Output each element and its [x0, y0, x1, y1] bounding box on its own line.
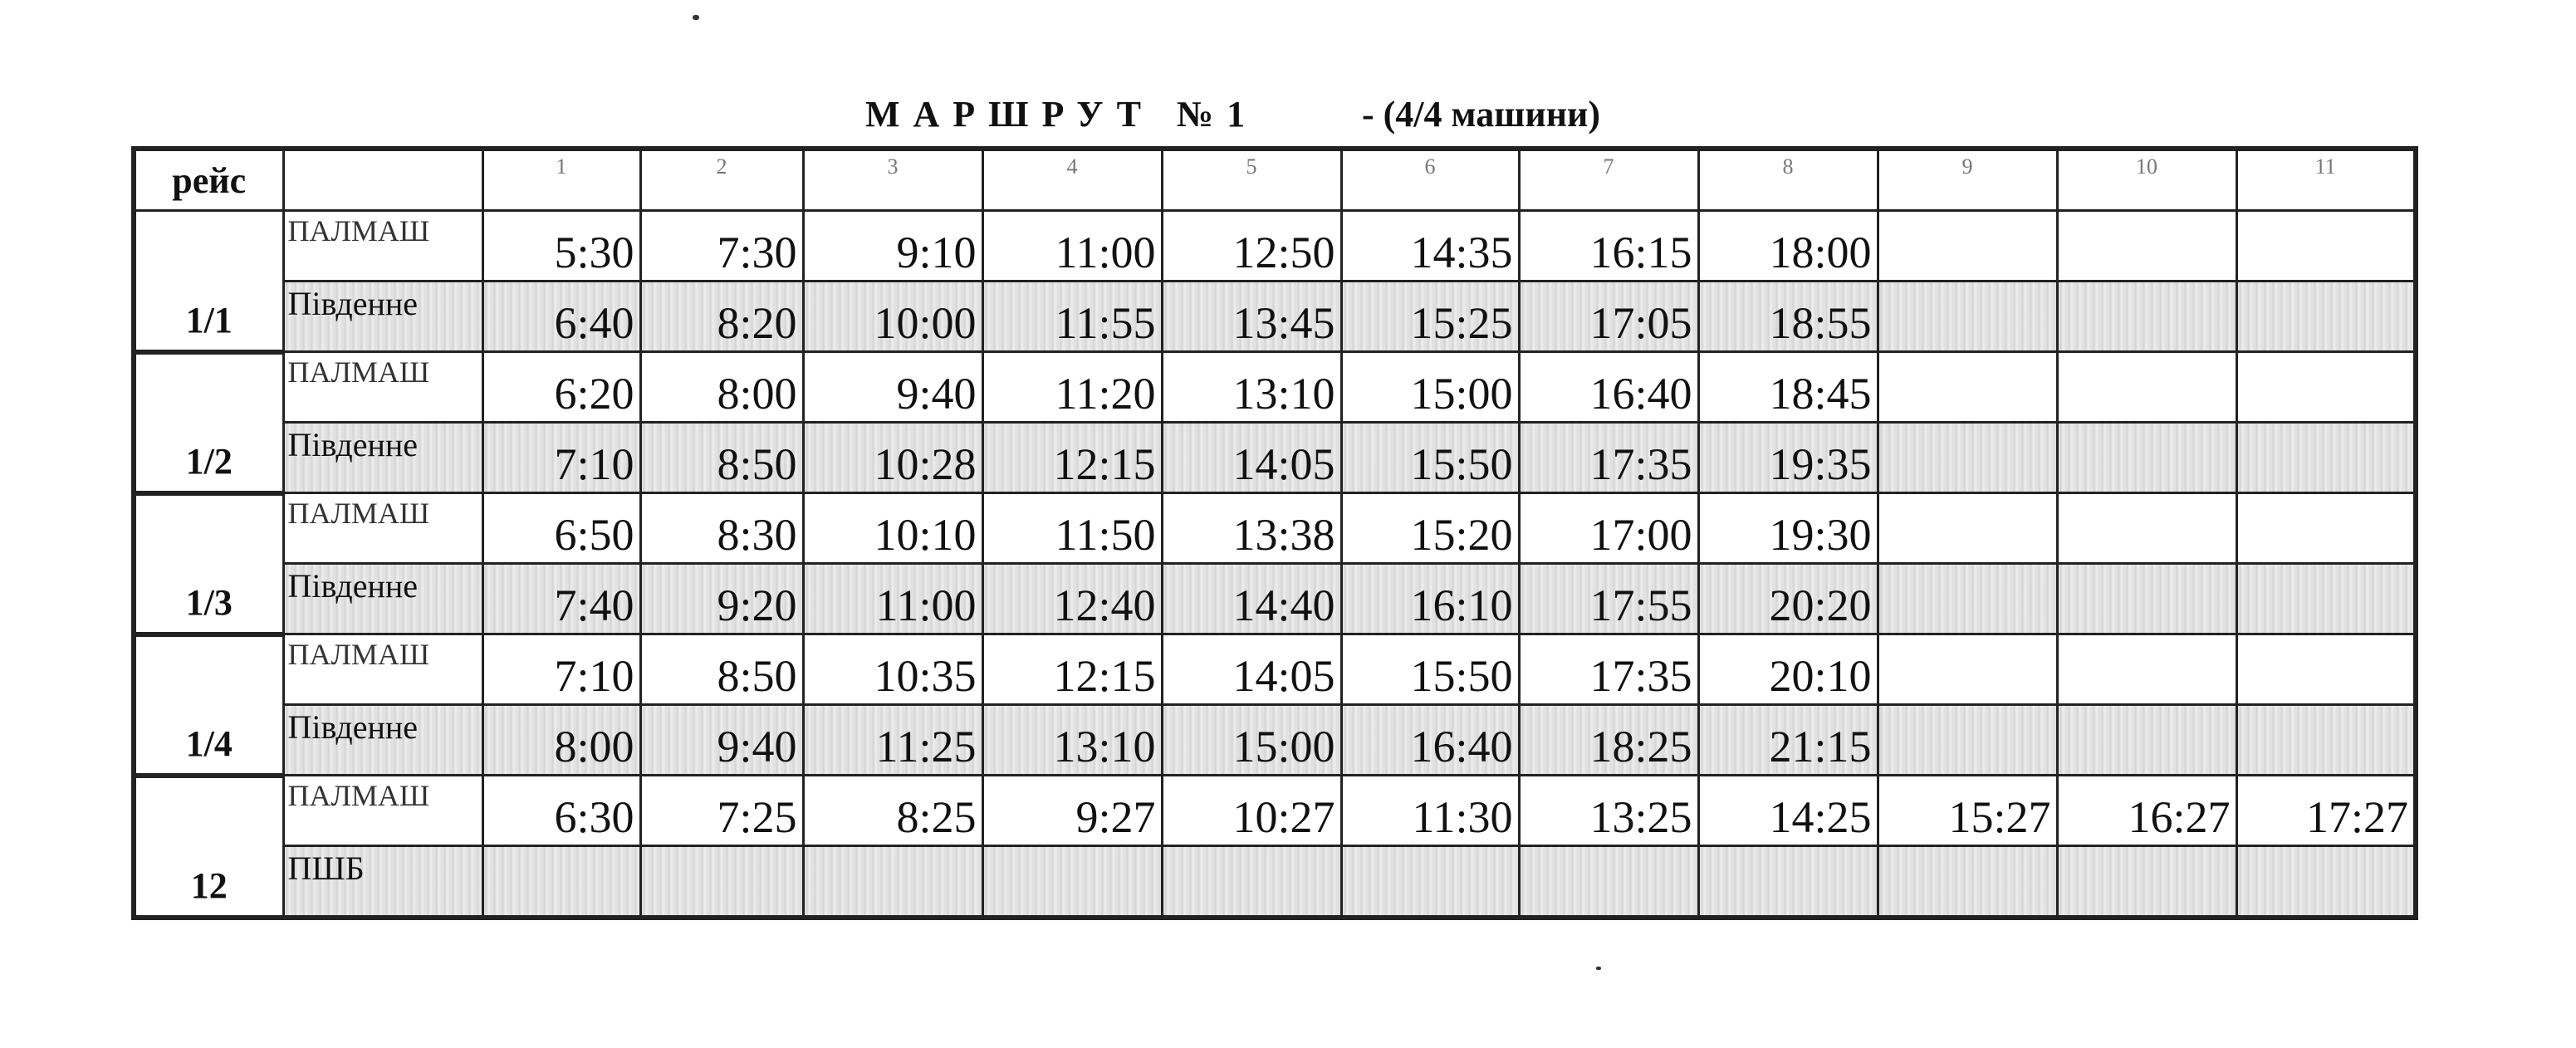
- departure-time: [1878, 352, 2057, 423]
- departure-time: 9:27: [982, 776, 1162, 846]
- departure-time: [1878, 493, 2057, 564]
- departure-time: 10:28: [803, 423, 982, 493]
- departure-time: 16:10: [1341, 564, 1519, 634]
- departure-time: 16:15: [1519, 211, 1698, 282]
- departure-time: [1162, 846, 1341, 918]
- departure-time: [2057, 705, 2236, 776]
- departure-time: 12:50: [1162, 211, 1341, 282]
- scan-speck: [1596, 967, 1601, 970]
- departure-time: 12:15: [982, 634, 1162, 705]
- departure-time: 15:50: [1341, 423, 1519, 493]
- stop-header: [283, 149, 482, 211]
- column-header: 4: [982, 149, 1162, 211]
- departure-time: 6:30: [482, 776, 640, 846]
- stop-name: ПАЛМАШ: [283, 776, 482, 846]
- departure-time: [2057, 493, 2236, 564]
- departure-time: [982, 846, 1162, 918]
- departure-time: 14:40: [1162, 564, 1341, 634]
- stop-name: ПАЛМАШ: [283, 352, 482, 423]
- departure-time: 11:50: [982, 493, 1162, 564]
- departure-time: 17:27: [2236, 776, 2416, 846]
- column-header: 10: [2057, 149, 2236, 211]
- departure-time: 18:55: [1698, 282, 1878, 352]
- table-row: [134, 493, 2416, 564]
- departure-time: 13:10: [1162, 352, 1341, 423]
- route-title: МАРШРУТ №1: [865, 94, 1259, 135]
- column-header: 3: [803, 149, 982, 211]
- departure-time: 15:20: [1341, 493, 1519, 564]
- departure-time: 18:25: [1519, 705, 1698, 776]
- departure-time: 18:45: [1698, 352, 1878, 423]
- departure-time: 16:27: [2057, 776, 2236, 846]
- table-row: [134, 564, 2416, 634]
- departure-time: [2236, 564, 2416, 634]
- departure-time: 7:30: [640, 211, 803, 282]
- departure-time: 17:00: [1519, 493, 1698, 564]
- table-row: [134, 211, 2416, 282]
- stop-name: ПШБ: [283, 846, 482, 918]
- stop-name: ПАЛМАШ: [283, 493, 482, 564]
- scan-speck: [693, 15, 699, 20]
- stop-name: Південне: [283, 705, 482, 776]
- stop-name: ПАЛМАШ: [283, 211, 482, 282]
- departure-time: 21:15: [1698, 705, 1878, 776]
- column-header: 5: [1162, 149, 1341, 211]
- departure-time: 17:55: [1519, 564, 1698, 634]
- departure-time: 9:20: [640, 564, 803, 634]
- departure-time: 7:40: [482, 564, 640, 634]
- departure-time: 13:45: [1162, 282, 1341, 352]
- departure-time: 17:05: [1519, 282, 1698, 352]
- departure-time: [2236, 211, 2416, 282]
- departure-time: 7:25: [640, 776, 803, 846]
- departure-time: [2057, 282, 2236, 352]
- departure-time: 11:00: [982, 211, 1162, 282]
- table-row: [134, 705, 2416, 776]
- table-row: [134, 846, 2416, 918]
- departure-time: 19:30: [1698, 493, 1878, 564]
- column-header: 9: [1878, 149, 2057, 211]
- departure-time: [1878, 634, 2057, 705]
- departure-time: [1878, 564, 2057, 634]
- departure-time: 20:10: [1698, 634, 1878, 705]
- departure-time: [1341, 846, 1519, 918]
- departure-time: 15:00: [1162, 705, 1341, 776]
- departure-time: 15:27: [1878, 776, 2057, 846]
- departure-time: 10:27: [1162, 776, 1341, 846]
- departure-time: 13:10: [982, 705, 1162, 776]
- trip-number: 1/3: [134, 493, 283, 634]
- departure-time: 13:38: [1162, 493, 1341, 564]
- departure-time: 7:10: [482, 634, 640, 705]
- stop-name: Південне: [283, 282, 482, 352]
- table-row: [134, 423, 2416, 493]
- header-row: [134, 149, 2416, 211]
- trip-header: рейс: [134, 149, 283, 211]
- column-header: 1: [482, 149, 640, 211]
- departure-time: 11:00: [803, 564, 982, 634]
- table-row: [134, 282, 2416, 352]
- departure-time: 8:00: [640, 352, 803, 423]
- vehicle-count: - (4/4 машини): [1362, 94, 1601, 135]
- departure-time: 19:35: [1698, 423, 1878, 493]
- departure-time: 8:20: [640, 282, 803, 352]
- departure-time: 11:30: [1341, 776, 1519, 846]
- departure-time: 8:30: [640, 493, 803, 564]
- departure-time: [640, 846, 803, 918]
- departure-time: [2236, 634, 2416, 705]
- table-row: [134, 352, 2416, 423]
- trip-number: 1/2: [134, 352, 283, 493]
- departure-time: [2057, 352, 2236, 423]
- departure-time: [2057, 211, 2236, 282]
- departure-time: [1878, 705, 2057, 776]
- departure-time: 15:25: [1341, 282, 1519, 352]
- departure-time: 20:20: [1698, 564, 1878, 634]
- departure-time: 17:35: [1519, 634, 1698, 705]
- departure-time: 11:25: [803, 705, 982, 776]
- departure-time: 10:00: [803, 282, 982, 352]
- departure-time: [2236, 705, 2416, 776]
- departure-time: 6:20: [482, 352, 640, 423]
- departure-time: 10:10: [803, 493, 982, 564]
- trip-number: 12: [134, 776, 283, 918]
- departure-time: [1878, 423, 2057, 493]
- departure-time: 15:50: [1341, 634, 1519, 705]
- stop-name: Південне: [283, 423, 482, 493]
- departure-time: [1878, 846, 2057, 918]
- departure-time: [1878, 282, 2057, 352]
- departure-time: 9:10: [803, 211, 982, 282]
- trip-number: 1/1: [134, 211, 283, 352]
- departure-time: [803, 846, 982, 918]
- departure-time: 8:25: [803, 776, 982, 846]
- departure-time: [2236, 423, 2416, 493]
- departure-time: [482, 846, 640, 918]
- stop-name: Південне: [283, 564, 482, 634]
- departure-time: 17:35: [1519, 423, 1698, 493]
- departure-time: [2057, 423, 2236, 493]
- timetable: [131, 146, 2418, 920]
- departure-time: 11:20: [982, 352, 1162, 423]
- column-header: 8: [1698, 149, 1878, 211]
- departure-time: 12:15: [982, 423, 1162, 493]
- departure-time: [1698, 846, 1878, 918]
- departure-time: 7:10: [482, 423, 640, 493]
- column-header: 11: [2236, 149, 2416, 211]
- departure-time: 9:40: [803, 352, 982, 423]
- departure-time: 18:00: [1698, 211, 1878, 282]
- departure-time: 10:35: [803, 634, 982, 705]
- departure-time: 13:25: [1519, 776, 1698, 846]
- departure-time: 15:00: [1341, 352, 1519, 423]
- departure-time: [2057, 634, 2236, 705]
- trip-number: 1/4: [134, 634, 283, 776]
- departure-time: [2057, 846, 2236, 918]
- departure-time: 8:50: [640, 423, 803, 493]
- departure-time: 5:30: [482, 211, 640, 282]
- departure-time: [1519, 846, 1698, 918]
- departure-time: 14:25: [1698, 776, 1878, 846]
- column-header: 6: [1341, 149, 1519, 211]
- table-row: [134, 776, 2416, 846]
- departure-time: 6:40: [482, 282, 640, 352]
- departure-time: 11:55: [982, 282, 1162, 352]
- departure-time: [2236, 846, 2416, 918]
- column-header: 2: [640, 149, 803, 211]
- departure-time: 14:05: [1162, 423, 1341, 493]
- departure-time: 12:40: [982, 564, 1162, 634]
- departure-time: 6:50: [482, 493, 640, 564]
- departure-time: 14:05: [1162, 634, 1341, 705]
- column-header: 7: [1519, 149, 1698, 211]
- departure-time: [2236, 493, 2416, 564]
- departure-time: 9:40: [640, 705, 803, 776]
- departure-time: [2236, 282, 2416, 352]
- departure-time: [1878, 211, 2057, 282]
- stop-name: ПАЛМАШ: [283, 634, 482, 705]
- departure-time: [2057, 564, 2236, 634]
- departure-time: 8:00: [482, 705, 640, 776]
- departure-time: 14:35: [1341, 211, 1519, 282]
- departure-time: 16:40: [1341, 705, 1519, 776]
- departure-time: 8:50: [640, 634, 803, 705]
- departure-time: [2236, 352, 2416, 423]
- table-row: [134, 634, 2416, 705]
- departure-time: 16:40: [1519, 352, 1698, 423]
